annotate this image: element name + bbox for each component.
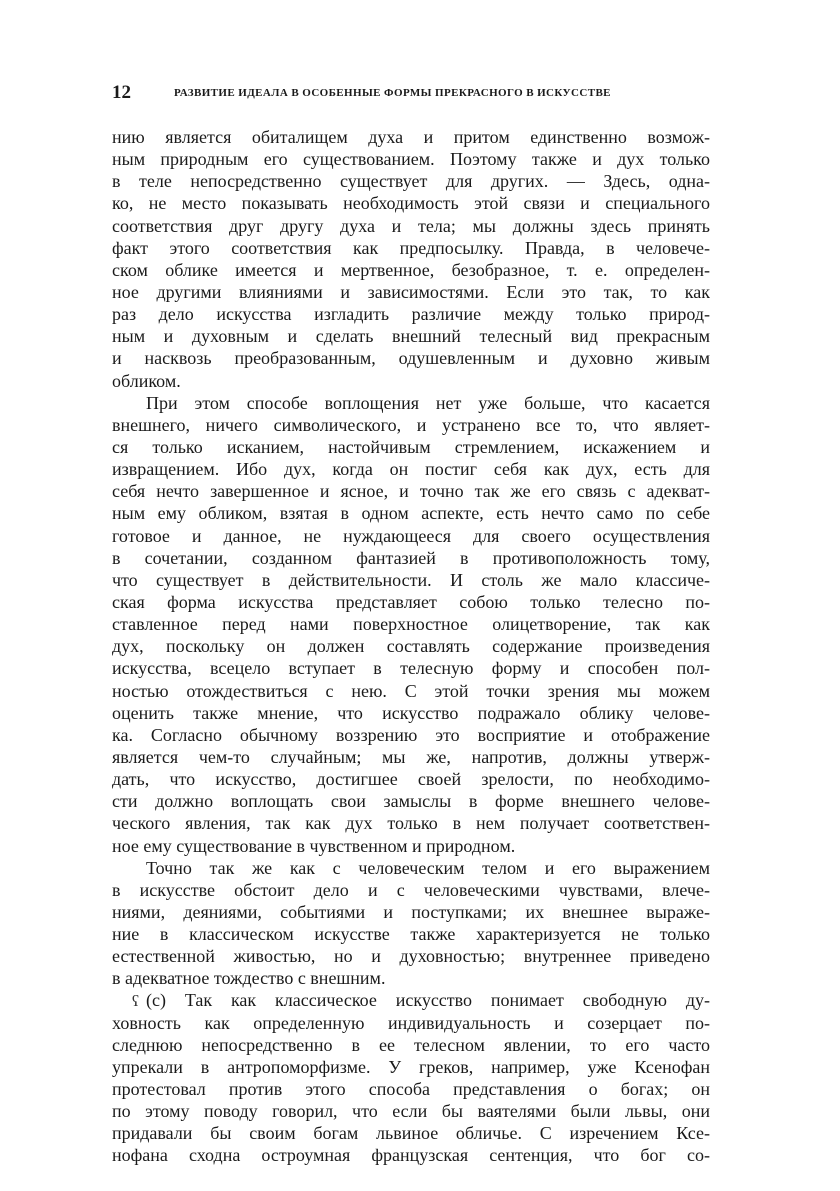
paragraph-2	[112, 392, 710, 857]
page-number: 12	[112, 82, 131, 103]
text-line: себя нечто завершенное и ясное, и точно так же его связь с адекват-	[112, 481, 710, 502]
text-line: ным ему обликом, взятая в одном аспекте, есть нечто само по себе	[112, 503, 710, 524]
text-line-with-marker	[112, 989, 710, 1011]
text-line: ставленное перед нами поверхностное олицетворение, так как	[112, 614, 710, 635]
paragraph-3	[112, 857, 710, 990]
margin-mark-icon: ʕ	[132, 993, 140, 1011]
text-line: ние в классическом искусстве также характеризуется не только	[112, 924, 710, 945]
text-line: извращением. Ибо дух, когда он постиг себя как дух, есть для	[112, 459, 710, 480]
text-line: обликом.	[112, 370, 181, 391]
text-line: раз дело искусства изгладить различие между только природ-	[112, 304, 710, 325]
text-line: Точно так же как с человеческим телом и его выражением	[146, 857, 710, 878]
text-line: в искусстве обстоит дело и с человеческими чувствами, влече-	[112, 879, 710, 900]
text-line: ческого явления, так как дух только в нем получает соответствен-	[112, 813, 710, 834]
text-line: соответствия друг другу духа и тела; мы должны здесь принять	[112, 215, 710, 236]
text-line: ным и духовным и сделать внешний телесный вид прекрасным	[112, 326, 710, 347]
text-line-content: (с) Так как классическое искусство понимает свободную ду-	[146, 990, 710, 1011]
text-line: является чем-то случайным; мы же, напротив, должны утверж-	[112, 746, 710, 767]
text-line: в теле непосредственно существует для других. — Здесь, одна-	[112, 171, 710, 192]
text-line: по этому поводу говорил, что если бы ваятелями были львы, они	[112, 1101, 710, 1122]
text-line: оценить также мнение, что искусство подражало облику челове-	[112, 702, 710, 723]
text-line: факт этого соответствия как предпосылку. Правда, в человече-	[112, 237, 710, 258]
text-line: в адекватное тождество с внешним.	[112, 968, 386, 989]
text-line: нию является обиталищем духа и притом единственно возмож-	[112, 127, 710, 147]
text-line: что существует в действительности. И столь же мало классиче-	[112, 569, 710, 590]
paragraph-4	[112, 989, 710, 1166]
text-line: ное другими влияниями и зависимостями. Если это так, то как	[112, 281, 710, 302]
text-line: и насквозь преобразованным, одушевленным и духовно живым	[112, 348, 710, 369]
text-line: упрекали в антропоморфизме. У греков, например, уже Ксенофан	[112, 1056, 710, 1077]
text-line: ская форма искусства представляет собою только телесно по-	[112, 591, 710, 612]
text-line: ка. Согласно обычному воззрению это восприятие и отображение	[112, 724, 710, 745]
text-line: ся только исканием, настойчивым стремлением, искажением и	[112, 436, 710, 457]
text-line: придавали бы своим богам львиное обличье. С изречением Ксе-	[112, 1123, 710, 1144]
text-line: ко, не место показывать необходимость этой связи и специального	[112, 193, 710, 214]
text-line: следнюю непосредственно в ее телесном явлении, то его часто	[112, 1034, 710, 1055]
text-line: При этом способе воплощения нет уже больше, что касается	[146, 392, 710, 413]
text-line: ском облике имеется и мертвенное, безобразное, т. е. определен-	[112, 259, 710, 280]
text-line: протестовал против этого способа представления о богах; он	[112, 1079, 710, 1100]
text-line: естественной живостью, но и духовностью; внутреннее приведено	[112, 946, 710, 967]
body-text	[112, 126, 710, 1167]
text-line: ностью отождествиться с нею. С этой точки зрения мы можем	[112, 680, 710, 701]
text-line: дух, поскольку он должен составлять содержание произведения	[112, 636, 710, 657]
text-line: в сочетании, созданном фантазией в противоположность тому,	[112, 547, 710, 568]
running-head: РАЗВИТИЕ ИДЕАЛА В ОСОБЕННЫЕ ФОРМЫ ПРЕКРАСНОГО В ИСКУССТВЕ	[174, 87, 611, 99]
book-page	[112, 80, 710, 1167]
text-line: ным природным его существованием. Поэтому также и дух только	[112, 149, 710, 170]
text-line: ховность как определенную индивидуальность и созерцает по-	[112, 1012, 710, 1033]
text-line: ниями, деяниями, событиями и поступками; их внешнее выраже-	[112, 901, 710, 922]
text-line: искусства, всецело вступает в телесную форму и способен пол-	[112, 658, 710, 679]
text-line: нофана сходна остроумная французская сентенция, что бог со-	[112, 1145, 710, 1166]
text-line: внешнего, ничего символического, и устранено все то, что являет-	[112, 414, 710, 435]
text-line: ное ему существование в чувственном и природном.	[112, 835, 516, 856]
text-line: готовое и данное, не нуждающееся для своего осуществления	[112, 525, 710, 546]
page-header	[112, 80, 710, 116]
paragraph-1	[112, 126, 710, 392]
text-line: дать, что искусство, достигшее своей зрелости, по необходимо-	[112, 769, 710, 790]
text-line: сти должно воплощать свои замыслы в форме внешнего челове-	[112, 791, 710, 812]
